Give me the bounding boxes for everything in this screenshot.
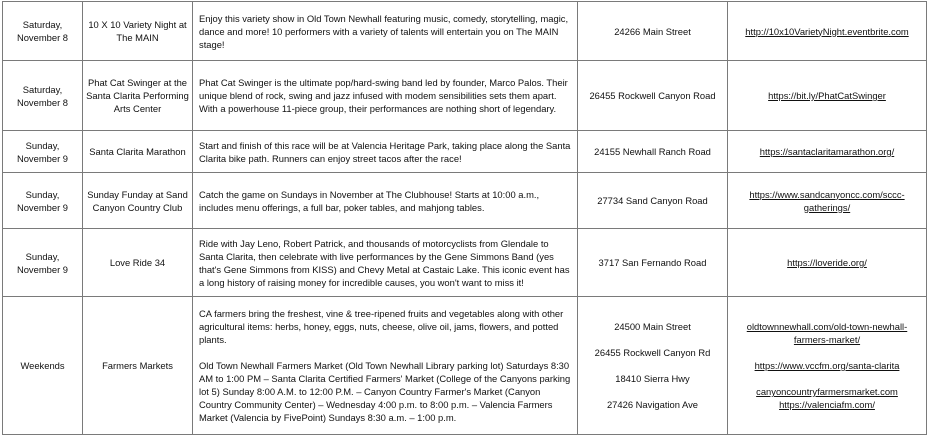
event-date: Sunday, November 9 — [3, 229, 83, 297]
event-name: Love Ride 34 — [83, 229, 193, 297]
farmers-link[interactable]: https://www.vccfm.org/santa-clarita — [754, 360, 900, 371]
event-link-cell — [728, 297, 927, 435]
events-table — [2, 1, 927, 435]
farmers-address: 26455 Rockwell Canyon Rd — [594, 347, 711, 358]
event-address — [578, 297, 728, 435]
event-date: Sunday, November 9 — [3, 131, 83, 173]
farmers-link[interactable]: oldtownnewhall.com/old-town-newhall-farmers-market/ — [746, 321, 908, 345]
event-address: 3717 San Fernando Road — [578, 229, 728, 297]
event-description: Catch the game on Sundays in November at The Clubhouse! Starts at 10:00 a.m., includes menu offerings, a full bar, poker tables, and mahjong tables. — [193, 173, 578, 229]
table-row — [3, 2, 927, 61]
event-link[interactable]: https://loveride.org/ — [787, 257, 867, 268]
event-date: Weekends — [3, 297, 83, 435]
event-name: 10 X 10 Variety Night at The MAIN — [83, 2, 193, 61]
event-link-cell — [728, 2, 927, 61]
event-address: 24266 Main Street — [578, 2, 728, 61]
table-row — [3, 297, 927, 435]
event-link-cell — [728, 61, 927, 131]
event-link[interactable]: https://www.sandcanyoncc.com/sccc-gatherings/ — [749, 188, 905, 213]
event-address: 26455 Rockwell Canyon Road — [578, 61, 728, 131]
farmers-description-schedule: Old Town Newhall Farmers Market (Old Town Newhall Library parking lot) Saturdays 8:30 AM to 1:00 PM – Santa Clarita Certified Farmers' Market (College of the Canyons parking lot 5) Sunday 8:00 A.M. to 12:00 P.M. – Canyon Country Farmer's Market (Canyon Country Community Center) – Wednesday 4:00 p.m. to 8:00 p.m. – Valencia Farmers Market (Valencia by FivePoint) Sundays 8:30 a.m. – 1:00 p.m. — [199, 360, 571, 423]
event-description: Start and finish of this race will be at Valencia Heritage Park, taking place along the Santa Clarita bike path. Runners can enjoy street tacos after the race! — [193, 131, 578, 173]
event-link-cell — [728, 229, 927, 297]
event-name: Santa Clarita Marathon — [83, 131, 193, 173]
event-link[interactable]: https://santaclaritamarathon.org/ — [759, 146, 895, 157]
event-description — [193, 297, 578, 435]
event-link[interactable]: http://10x10VarietyNight.eventbrite.com — [745, 25, 909, 37]
farmers-description-intro: CA farmers bring the freshest, vine & tree-ripened fruits and vegetables along with other agricultural items: herbs, honey, eggs, nuts, cheese, olive oil, jams, flowers, and potted plants. — [199, 308, 564, 345]
event-name: Sunday Funday at Sand Canyon Country Club — [83, 173, 193, 229]
event-date: Saturday, November 8 — [3, 61, 83, 131]
table-row — [3, 61, 927, 131]
farmers-address: 18410 Sierra Hwy — [615, 373, 690, 384]
event-date: Saturday, November 8 — [3, 2, 83, 61]
farmers-address: 24500 Main Street — [614, 321, 691, 332]
event-link[interactable]: https://bit.ly/PhatCatSwinger — [768, 90, 886, 101]
event-address: 27734 Sand Canyon Road — [578, 173, 728, 229]
table-row — [3, 131, 927, 173]
table-row — [3, 173, 927, 229]
event-link-cell — [728, 173, 927, 229]
event-description: Phat Cat Swinger is the ultimate pop/hard-swing band led by founder, Marco Palos. Their unique blend of rock, swing and jazz infused with modem sensibilities sets them apart. With a powerhouse 11-piece group, their performances are nothing short of legendary. — [193, 61, 578, 131]
event-description: Enjoy this variety show in Old Town Newhall featuring music, comedy, storytelling, magic, dance and more! 10 performers with a variety of talents will entertain you on The MAIN stage! — [193, 2, 578, 61]
event-link-cell — [728, 131, 927, 173]
farmers-link[interactable]: https://valenciafm.com/ — [779, 399, 875, 410]
farmers-link[interactable]: canyoncountryfarmersmarket.com — [756, 386, 898, 397]
event-description: Ride with Jay Leno, Robert Patrick, and thousands of motorcyclists from Glendale to Santa Clarita, then celebrate with live performances by the Gene Simmons Band (yes that's Gene Simmons from KISS) and Chevy Metal at Castaic Lake. This iconic event has a long history of raising money for incredible causes, you won't want to miss it! — [193, 229, 578, 297]
event-name: Phat Cat Swinger at the Santa Clarita Performing Arts Center — [83, 61, 193, 131]
table-row — [3, 229, 927, 297]
event-name: Farmers Markets — [83, 297, 193, 435]
farmers-address: 27426 Navigation Ave — [606, 399, 699, 410]
event-date: Sunday, November 9 — [3, 173, 83, 229]
event-address: 24155 Newhall Ranch Road — [578, 131, 728, 173]
